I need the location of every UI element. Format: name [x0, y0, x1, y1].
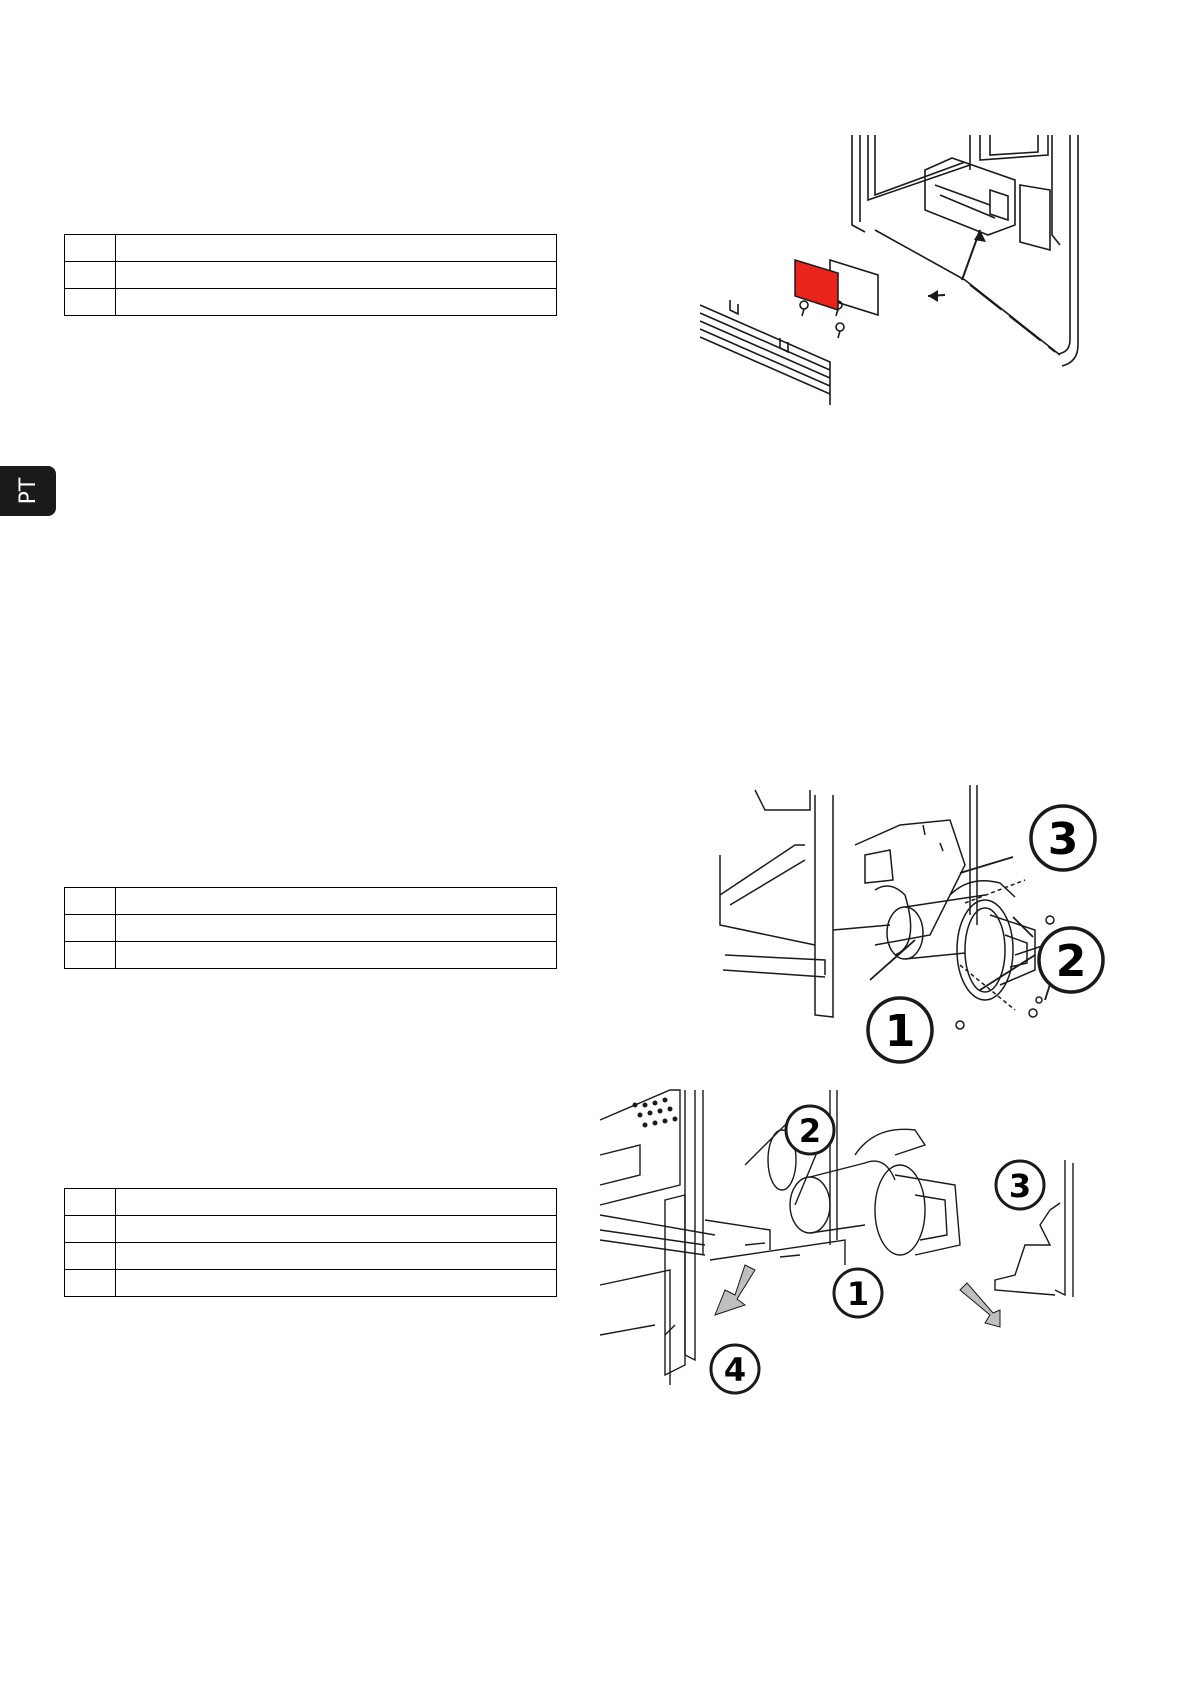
arrow-icon: [715, 1265, 755, 1315]
svg-text:2: 2: [1055, 936, 1087, 987]
table-cell: [116, 1189, 557, 1216]
table-cell: [65, 289, 116, 316]
table-cell: [65, 235, 116, 262]
table-cell: [65, 942, 116, 969]
table-cell: [116, 235, 557, 262]
table-cell: [65, 1216, 116, 1243]
callout-2: [786, 1106, 834, 1154]
table-cell: [65, 915, 116, 942]
table-row: [65, 915, 557, 942]
svg-text:3: 3: [1047, 814, 1079, 865]
table-cell: [116, 1216, 557, 1243]
table-cell: [65, 888, 116, 915]
table-cell: [65, 1270, 116, 1297]
language-tab: [0, 466, 56, 516]
svg-text:2: 2: [798, 1112, 822, 1150]
table-row: [65, 1270, 557, 1297]
arrow-icon: [974, 230, 986, 242]
table-cell: [116, 942, 557, 969]
spec-table-2: [64, 887, 557, 969]
callout-1: [834, 1269, 882, 1317]
table-row: [65, 1189, 557, 1216]
callout-4: [711, 1345, 759, 1393]
spec-table-1: [64, 234, 557, 316]
table-row: [65, 1243, 557, 1270]
svg-text:3: 3: [1008, 1167, 1032, 1205]
svg-text:1: 1: [846, 1275, 870, 1313]
table-cell: [116, 262, 557, 289]
callout-1: [868, 998, 932, 1062]
spec-table-3: [64, 1188, 557, 1297]
table-cell: [65, 262, 116, 289]
figure-fan-assembly: [715, 785, 1125, 1070]
arrow-icon: [928, 290, 938, 302]
table-row: [65, 942, 557, 969]
table-row: [65, 1216, 557, 1243]
table-cell: [116, 1270, 557, 1297]
table-cell: [116, 915, 557, 942]
language-tab-label: PT: [15, 477, 41, 505]
table-cell: [65, 1243, 116, 1270]
callout-3: [996, 1161, 1044, 1209]
table-cell: [116, 888, 557, 915]
svg-text:1: 1: [884, 1006, 916, 1057]
table-row: [65, 289, 557, 316]
callout-2: [1039, 928, 1103, 992]
svg-text:4: 4: [723, 1351, 747, 1389]
table-cell: [65, 1189, 116, 1216]
arrow-icon: [960, 1283, 1000, 1327]
table-cell: [116, 1243, 557, 1270]
callout-3: [1031, 806, 1095, 870]
table-row: [65, 888, 557, 915]
figure-fan-removal: [595, 1085, 1135, 1400]
table-cell: [116, 289, 557, 316]
figure-cover-plate: [690, 130, 1150, 430]
table-row: [65, 235, 557, 262]
table-row: [65, 262, 557, 289]
